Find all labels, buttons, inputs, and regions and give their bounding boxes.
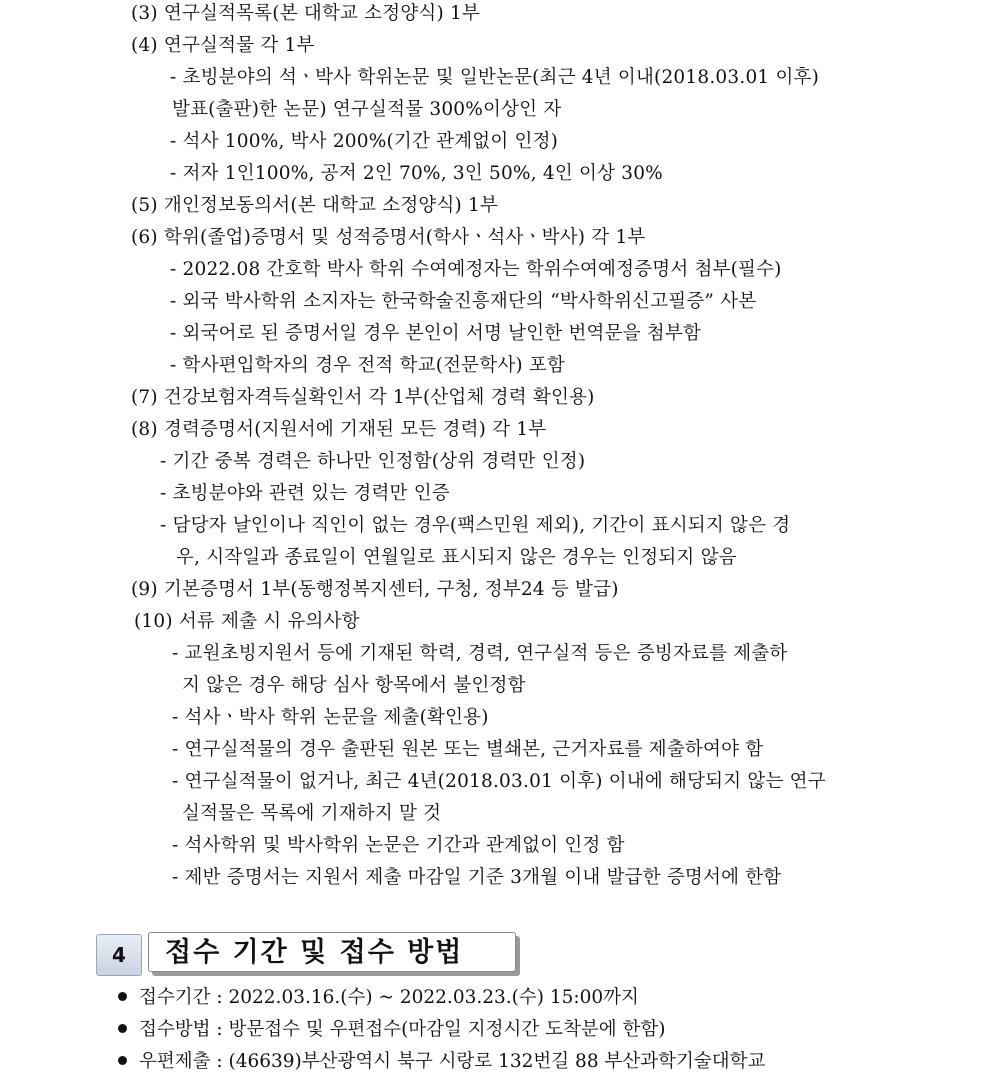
item-6-sub-2: - 외국 박사학위 소지자는 한국학술진흥재단의 “박사학위신고필증” 사본 xyxy=(170,291,757,312)
item-6-sub-3: - 외국어로 된 증명서일 경우 본인이 서명 날인한 번역문을 첨부함 xyxy=(170,323,702,344)
item-10-sub-3: - 연구실적물의 경우 출판된 원본 또는 별쇄본, 근거자료를 제출하여야 함 xyxy=(172,739,764,760)
item-8-sub-3-cont: 우, 시작일과 종료일이 연월일로 표시되지 않은 경우는 인정되지 않음 xyxy=(176,547,737,568)
item-4-sub-3: - 저자 1인100%, 공저 2인 70%, 3인 50%, 4인 이상 30% xyxy=(170,163,663,184)
item-9-basic-certificate: (9) 기본증명서 1부(동행정복지센터, 구청, 정부24 등 발급) xyxy=(131,579,619,600)
item-5-privacy-consent: (5) 개인정보동의서(본 대학교 소정양식) 1부 xyxy=(131,195,499,216)
section-number: 4 xyxy=(96,934,142,976)
item-7-insurance: (7) 건강보험자격득실확인서 각 1부(산업체 경력 확인용) xyxy=(131,387,595,408)
item-10-sub-2: - 석사ㆍ박사 학위 논문을 제출(확인용) xyxy=(172,707,489,728)
item-8-sub-2: - 초빙분야와 관련 있는 경력만 인증 xyxy=(160,483,450,504)
item-8-career-certificate: (8) 경력증명서(지원서에 기재된 모든 경력) 각 1부 xyxy=(131,419,547,440)
bullet-dot-icon xyxy=(118,1024,127,1033)
item-8-sub-3: - 담당자 날인이나 직인이 없는 경우(팩스민원 제외), 기간이 표시되지 않은 경 xyxy=(160,515,791,536)
item-3-research-list: (3) 연구실적목록(본 대학교 소정양식) 1부 xyxy=(131,3,480,24)
item-10-sub-4-cont: 실적물은 목록에 기재하지 말 것 xyxy=(182,803,442,824)
item-10-sub-1-cont: 지 않은 경우 해당 심사 항목에서 불인정함 xyxy=(182,675,526,696)
section-title: 접수 기간 및 접수 방법 xyxy=(148,932,516,972)
item-10-sub-6: - 제반 증명서는 지원서 제출 마감일 기준 3개월 이내 발급한 증명서에 한함 xyxy=(172,867,782,888)
item-6-sub-4: - 학사편입학자의 경우 전적 학교(전문학사) 포함 xyxy=(170,355,566,376)
item-4-sub-1: - 초빙분야의 석ㆍ박사 학위논문 및 일반논문(최근 4년 이내(2018.03.01 이후) xyxy=(170,67,820,88)
item-10-sub-1: - 교원초빙지원서 등에 기재된 학력, 경력, 연구실적 등은 증빙자료를 제출하 xyxy=(172,643,788,664)
section-heading xyxy=(96,930,526,978)
item-4-sub-1-cont: 발표(출판)한 논문) 연구실적물 300%이상인 자 xyxy=(172,99,562,120)
bullet-dot-icon xyxy=(118,992,127,1001)
bullet-mail-address: 우편제출 : (46639)부산광역시 북구 시랑로 132번길 88 부산과학기술대학교 xyxy=(118,1050,765,1074)
bullet-dot-icon xyxy=(118,1056,127,1065)
item-4-research-output: (4) 연구실적물 각 1부 xyxy=(131,35,315,56)
bullet-reception-method: 접수방법 : 방문접수 및 우편접수(마감일 지정시간 도착분에 한함) xyxy=(118,1018,665,1042)
item-6-sub-1: - 2022.08 간호학 박사 학위 수여예정자는 학위수여예정증명서 첨부(필수) xyxy=(170,259,782,280)
item-6-degree-certificate: (6) 학위(졸업)증명서 및 성적증명서(학사ㆍ석사ㆍ박사) 각 1부 xyxy=(131,227,646,248)
item-10-sub-4: - 연구실적물이 없거나, 최근 4년(2018.03.01 이후) 이내에 해당되지 않는 연구 xyxy=(172,771,826,792)
item-10-notes-heading: (10) 서류 제출 시 유의사항 xyxy=(134,611,360,632)
item-8-sub-1: - 기간 중복 경력은 하나만 인정함(상위 경력만 인정) xyxy=(160,451,586,472)
bullet-reception-period: 접수기간 : 2022.03.16.(수) ~ 2022.03.23.(수) 15:00까지 xyxy=(118,986,639,1010)
item-10-sub-5: - 석사학위 및 박사학위 논문은 기간과 관계없이 인정 함 xyxy=(172,835,625,856)
item-4-sub-2: - 석사 100%, 박사 200%(기간 관계없이 인정) xyxy=(170,131,559,152)
